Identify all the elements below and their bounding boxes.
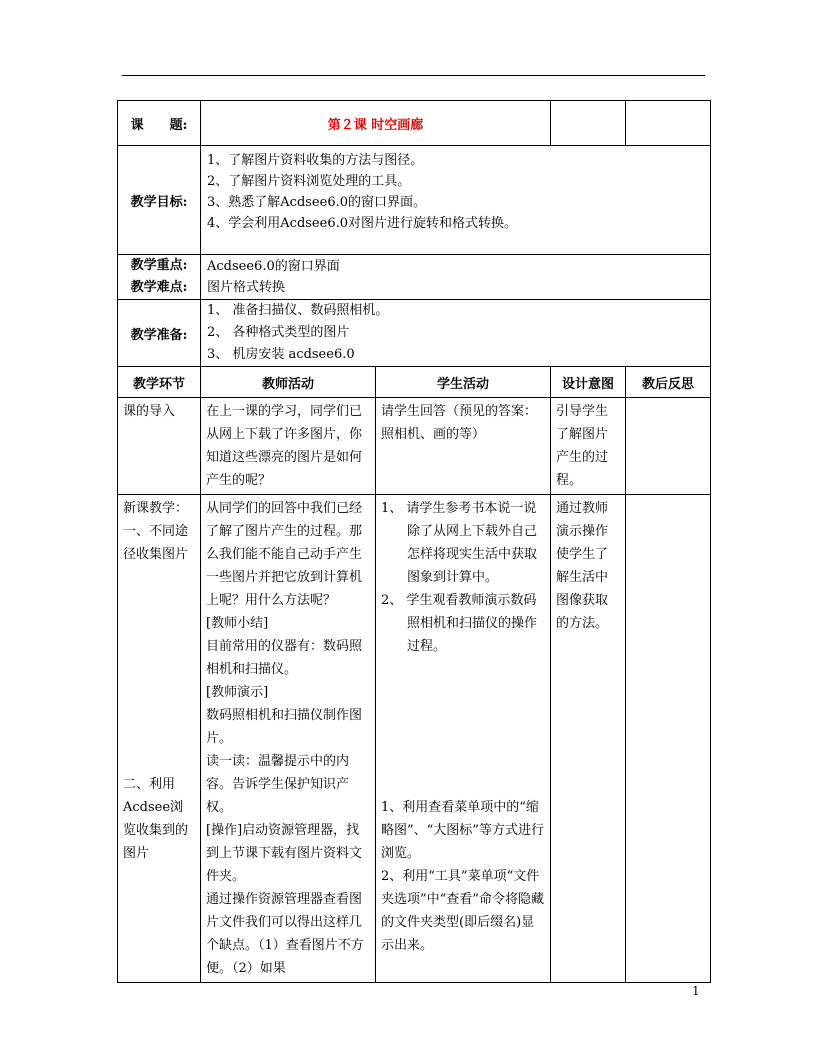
teacher-paragraph: [教师演示]	[206, 685, 269, 700]
title-empty-cell-2	[626, 101, 711, 146]
topic-label: 课 题:	[118, 101, 201, 146]
preparation-row	[118, 300, 711, 367]
design-intent: 通过教师演示操作使学生了解生活中图像获取的方法。	[551, 495, 626, 983]
reflection-cell	[626, 398, 711, 495]
teacher-paragraph: 读一读：温馨提示中的内容。告诉学生保护知识产权。	[206, 754, 350, 815]
stage-browse: 二、利用Acdsee浏览收集到的图片	[123, 777, 189, 861]
preparation-item: 2、 各种格式类型的图片	[207, 325, 350, 340]
title-row	[118, 101, 711, 146]
column-header: 教学环节	[118, 367, 201, 398]
table-row	[118, 495, 711, 983]
objective-item: 2、了解图片资料浏览处理的工具。	[207, 174, 411, 189]
objectives-row	[118, 146, 711, 255]
objective-item: 4、学会利用Acdsee6.0对图片进行旋转和格式转换。	[207, 216, 517, 231]
student-activity: 请学生回答（预见的答案：照相机、画的等）	[376, 398, 551, 495]
lesson-plan-table	[117, 100, 711, 983]
difficulty-label: 教学难点:	[130, 280, 188, 295]
column-header-row	[118, 367, 711, 398]
page-number: 1	[692, 984, 700, 998]
objectives-list	[201, 146, 711, 255]
focus-labels	[118, 255, 201, 300]
focus-row	[118, 255, 711, 300]
header-rule	[122, 75, 705, 76]
teacher-activity	[201, 495, 376, 983]
teacher-paragraph: 从同学们的回答中我们已经了解了图片产生的过程。那么我们能不能自己动手产生一些图片并把它放到计算机上呢？用什么方法呢？	[206, 501, 363, 608]
teacher-paragraph: 数码照相机和扫描仪制作图片。	[206, 708, 363, 746]
column-header: 教师活动	[201, 367, 376, 398]
preparation-label: 教学准备:	[118, 300, 201, 367]
student-item: 2、利用“工具”菜单项“文件夹选项”中“查看”命令将隐藏的文件夹类型(即后缀名)显示出来。	[381, 869, 544, 953]
preparation-item: 1、 准备扫描仪、数码照相机。	[207, 303, 389, 318]
stage-new-lesson: 新课教学：一、不同途径收集图片	[123, 501, 189, 562]
column-header: 设计意图	[551, 367, 626, 398]
stage-cell: 课的导入	[118, 398, 201, 495]
objective-item: 3、熟悉了解Acdsee6.0的窗口界面。	[207, 195, 426, 210]
teacher-paragraph: 通过操作资源管理器查看图片文件我们可以得出这样几个缺点。（1）查看图片不方便。（2）如果	[206, 892, 364, 976]
teacher-paragraph: 目前常用的仪器有：数码照相机和扫描仪。	[206, 639, 363, 677]
column-header: 学生活动	[376, 367, 551, 398]
stage-cell	[118, 495, 201, 983]
objectives-label: 教学目标:	[118, 146, 201, 255]
objective-item: 1、了解图片资料收集的方法与图径。	[207, 153, 424, 168]
teacher-activity: 在上一课的学习，同学们已从网上下载了许多图片，你知道这些漂亮的图片是如何产生的呢？	[201, 398, 376, 495]
reflection-cell	[626, 495, 711, 983]
preparation-list	[201, 300, 711, 367]
difficulty-value: 图片格式转换	[207, 280, 286, 295]
title-empty-cell-1	[551, 101, 626, 146]
student-item: 2、 学生观看教师演示数码照相机和扫描仪的操作过程。	[381, 593, 538, 654]
lesson-title: 第２课 时空画廊	[201, 101, 551, 146]
student-activity	[376, 495, 551, 983]
column-header: 教后反思	[626, 367, 711, 398]
student-item: 1、利用查看菜单项中的“缩略图”、“大图标”等方式进行浏览。	[381, 800, 544, 861]
focus-values	[201, 255, 711, 300]
key-point-value: Acdsee6.0的窗口界面	[207, 259, 340, 274]
table-row	[118, 398, 711, 495]
teacher-paragraph: [操作]启动资源管理器，找到上节课下载有图片资料文件夹。	[206, 823, 363, 884]
teacher-paragraph: [教师小结]	[206, 616, 269, 631]
design-intent: 引导学生了解图片产生的过程。	[551, 398, 626, 495]
student-item: 1、 请学生参考书本说一说除了从网上下载外自己怎样将现实生活中获取图象到计算中。	[381, 501, 538, 585]
preparation-item: 3、 机房安装 acdsee6.0	[207, 347, 355, 362]
key-point-label: 教学重点:	[130, 258, 188, 273]
